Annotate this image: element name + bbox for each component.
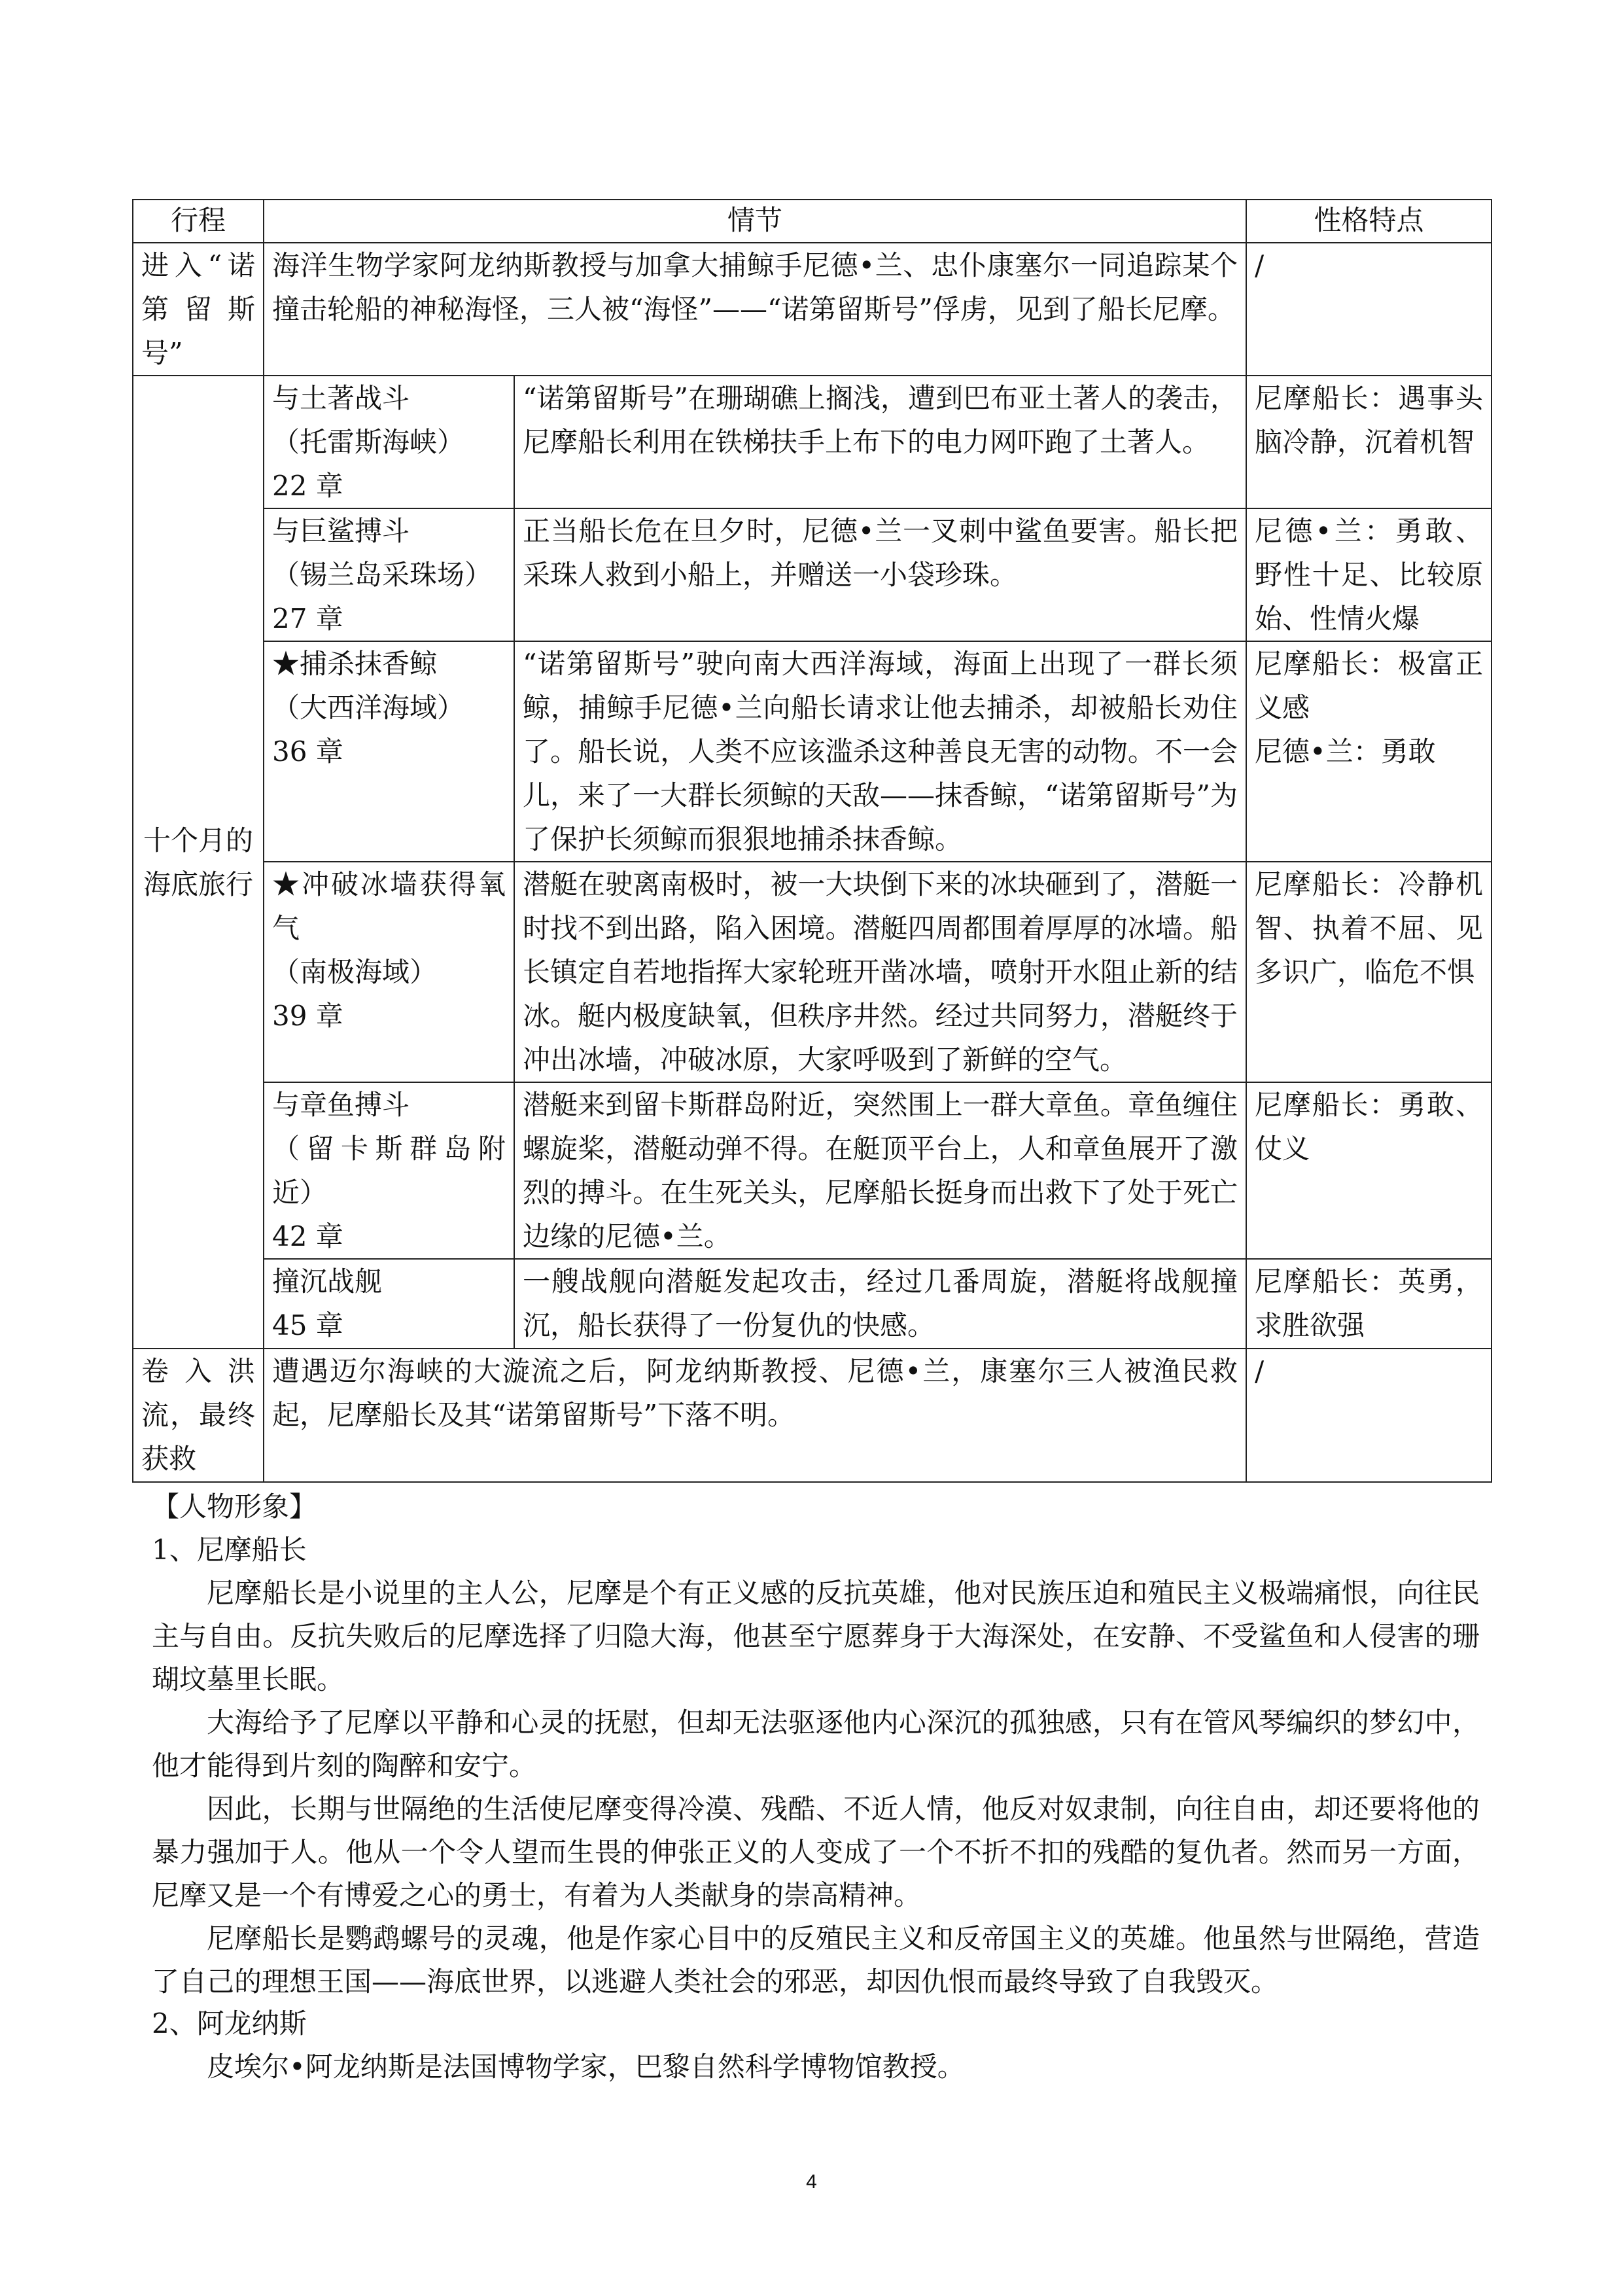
trait-cell: 尼摩船长：冷静机智、执着不屈、见多识广，临危不惧 — [1246, 862, 1492, 1082]
event-chapter: 39 章 — [272, 1000, 343, 1032]
section-title: 【人物形象】 — [152, 1491, 317, 1523]
character-1-text — [152, 1572, 1480, 2004]
trait-cell: 尼摩船长：勇敢、仗义 — [1246, 1082, 1492, 1259]
table-row — [133, 641, 1492, 862]
paragraph: 尼摩船长是小说里的主人公，尼摩是个有正义感的反抗英雄，他对民族压迫和殖民主义极端痛恨，向往民主与自由。反抗失败后的尼摩选择了归隐大海，他甚至宁愿葬身于大海深处，在安静、不受鲨鱼和人侵害的珊瑚坟墓里长眠。 — [152, 1577, 1480, 1695]
trait-cell — [1246, 641, 1492, 862]
event-name: ★捕杀抹香鲸 — [272, 648, 438, 680]
plot-cell: 潜艇来到留卡斯群岛附近，突然围上一群大章鱼。章鱼缠住螺旋桨，潜艇动弹不得。在艇顶平台上，人和章鱼展开了激烈的搏斗。在生死关头，尼摩船长挺身而出救下了处于死亡边缘的尼德•兰。 — [514, 1082, 1246, 1259]
event-place: （托雷斯海峡） — [272, 426, 465, 458]
event-place: （南极海域） — [272, 956, 438, 988]
trait-cell: / — [1246, 1349, 1492, 1482]
trait-cell: 尼摩船长：遇事头脑冷静，沉着机智 — [1246, 376, 1492, 508]
event-chapter: 36 章 — [272, 735, 343, 768]
table-row — [133, 508, 1492, 641]
table-row — [133, 243, 1492, 376]
header-plot: 情节 — [264, 200, 1246, 243]
event-name: 撞沉战舰 — [272, 1265, 383, 1298]
event-name: 与巨鲨搏斗 — [272, 515, 410, 547]
header-stage: 行程 — [133, 200, 264, 243]
plot-cell: 潜艇在驶离南极时，被一大块倒下来的冰块砸到了，潜艇一时找不到出路，陷入困境。潜艇四周都围着厚厚的冰墙。船长镇定自若地指挥大家轮班开凿冰墙，喷射开水阻止新的结冰。艇内极度缺氧，但秩序井然。经过共同努力，潜艇终于冲出冰墙，冲破冰原，大家呼吸到了新鲜的空气。 — [514, 862, 1246, 1082]
paragraph: 皮埃尔•阿龙纳斯是法国博物学家，巴黎自然科学博物馆教授。 — [207, 2051, 965, 2083]
trait-text: 尼摩船长：极富正义感 — [1255, 648, 1484, 724]
paragraph: 大海给予了尼摩以平静和心灵的抚慰，但却无法驱逐他内心深沉的孤独感，只有在管风琴编织的梦幻中，他才能得到片刻的陶醉和安宁。 — [152, 1706, 1480, 1782]
character-2-text — [152, 2045, 1480, 2089]
event-name: ★冲破冰墙获得氧气 — [272, 868, 506, 944]
stage-cell: 十个月的海底旅行 — [133, 376, 264, 1349]
event-place: （大西洋海域） — [272, 692, 465, 724]
event-chapter: 22 章 — [272, 470, 343, 502]
trait-cell: / — [1246, 243, 1492, 376]
event-chapter: 27 章 — [272, 603, 343, 635]
event-cell — [264, 641, 514, 862]
paragraph: 尼摩船长是鹦鹉螺号的灵魂，他是作家心目中的反殖民主义和反帝国主义的英雄。他虽然与世隔绝，营造了自己的理想王国——海底世界，以逃避人类社会的邪恶，却因仇恨而最终导致了自我毁灭。 — [152, 1922, 1480, 1998]
trait-cell: 尼德•兰：勇敢、野性十足、比较原始、性情火爆 — [1246, 508, 1492, 641]
plot-cell: 正当船长危在旦夕时，尼德•兰一叉刺中鲨鱼要害。船长把采珠人救到小船上，并赠送一小袋珍珠。 — [514, 508, 1246, 641]
plot-cell: “诺第留斯号”在珊瑚礁上搁浅，遭到巴布亚土著人的袭击，尼摩船长利用在铁梯扶手上布下的电力网吓跑了土著人。 — [514, 376, 1246, 508]
event-cell — [264, 1259, 514, 1349]
plot-cell: 遭遇迈尔海峡的大漩流之后，阿龙纳斯教授、尼德•兰，康塞尔三人被渔民救起，尼摩船长及其“诺第留斯号”下落不明。 — [264, 1349, 1246, 1482]
event-place: （锡兰岛采珠场） — [272, 559, 493, 591]
character-2-title: 2、阿龙纳斯 — [152, 2007, 307, 2040]
paragraph: 因此，长期与世隔绝的生活使尼摩变得冷漠、残酷、不近人情，他反对奴隶制，向往自由，却还要将他的暴力强加于人。他从一个令人望而生畏的伸张正义的人变成了一个不折不扣的残酷的复仇者。然而另一方面，尼摩又是一个有博爱之心的勇士，有着为人类献身的崇高精神。 — [152, 1793, 1480, 1911]
itinerary-table — [132, 199, 1492, 1483]
plot-cell: 一艘战舰向潜艇发起攻击，经过几番周旋，潜艇将战舰撞沉，船长获得了一份复仇的快感。 — [514, 1259, 1246, 1349]
table-row — [133, 376, 1492, 508]
trait-text-2: 尼德•兰：勇敢 — [1255, 735, 1436, 768]
event-cell — [264, 508, 514, 641]
page-number: 4 — [806, 2171, 817, 2193]
event-name: 与土著战斗 — [272, 382, 410, 414]
stage-cell: 进入“诺第留斯号” — [133, 243, 264, 376]
event-name: 与章鱼搏斗 — [272, 1089, 410, 1121]
stage-cell: 卷入洪流，最终获救 — [133, 1349, 264, 1482]
event-cell — [264, 862, 514, 1082]
table-row — [133, 862, 1492, 1082]
table-row — [133, 1259, 1492, 1349]
plot-cell: 海洋生物学家阿龙纳斯教授与加拿大捕鲸手尼德•兰、忠仆康塞尔一同追踪某个撞击轮船的神秘海怪，三人被“海怪”——“诺第留斯号”俘虏，见到了船长尼摩。 — [264, 243, 1246, 376]
event-chapter: 45 章 — [272, 1309, 343, 1341]
event-cell — [264, 376, 514, 508]
header-trait: 性格特点 — [1246, 200, 1492, 243]
plot-cell: “诺第留斯号”驶向南大西洋海域，海面上出现了一群长须鲸，捕鲸手尼德•兰向船长请求让他去捕杀，却被船长劝住了。船长说，人类不应该滥杀这种善良无害的动物。不一会儿，来了一大群长须鲸的天敌——抹香鲸，“诺第留斯号”为了保护长须鲸而狠狠地捕杀抹香鲸。 — [514, 641, 1246, 862]
event-place: （留卡斯群岛附近） — [272, 1133, 506, 1209]
character-1-title: 1、尼摩船长 — [152, 1534, 307, 1566]
event-cell — [264, 1082, 514, 1259]
table-header-row — [133, 200, 1492, 243]
table-row — [133, 1349, 1492, 1482]
table-row — [133, 1082, 1492, 1259]
trait-cell: 尼摩船长：英勇，求胜欲强 — [1246, 1259, 1492, 1349]
event-chapter: 42 章 — [272, 1220, 343, 1252]
